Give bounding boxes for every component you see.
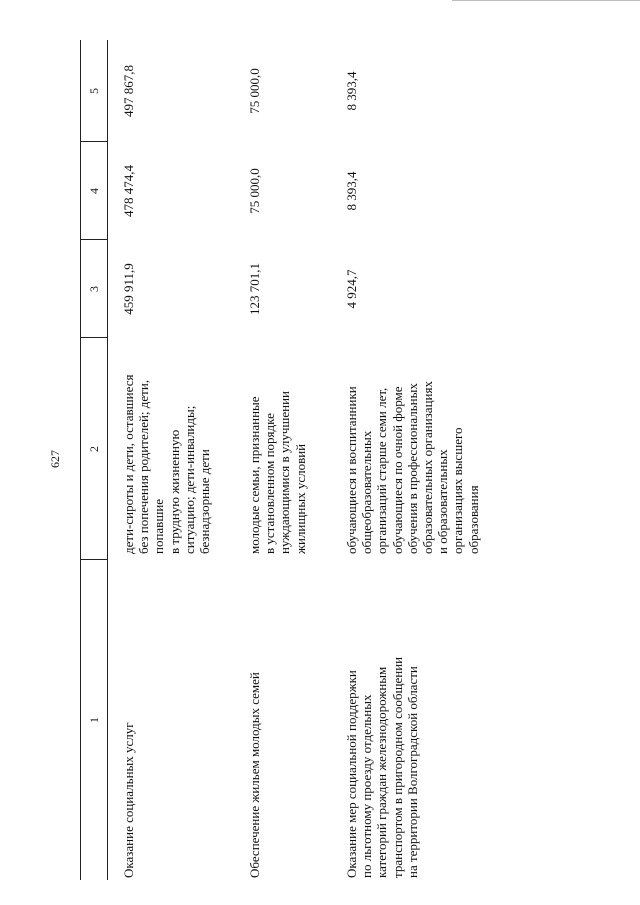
header-bottom-rule (107, 40, 108, 880)
rotated-table (80, 40, 628, 880)
row-2-recipients: молодые семьи, признанные в установленном порядке нуждающимися в улучшении жилищных условий (247, 390, 308, 554)
row-2-service: Обеспечение жильем молодых семей (247, 672, 262, 878)
row-1-col4: 478 474,4 (121, 165, 136, 217)
row-3-service: Оказание мер социальной поддержки по льготному проезду отдельных категорий граждан железнодорожным транспортом в пригородном сообщении на территории Волгоградской области (344, 656, 420, 878)
row-2-col4: 75 000,0 (247, 168, 262, 214)
row-2-col5: 75 000,0 (247, 68, 262, 114)
row-1-service: Оказание социальных услуг (121, 722, 136, 878)
row-2-col3: 123 701,1 (247, 263, 262, 315)
column-header-2: 2 (87, 446, 101, 452)
column-header-1: 1 (87, 717, 101, 723)
row-3-col4: 8 393,4 (344, 171, 359, 211)
column-header-5: 5 (87, 88, 101, 94)
top-edge-line (452, 0, 640, 1)
table-top-rule (80, 40, 81, 880)
page-number: 627 (48, 450, 62, 468)
column-header-3: 3 (87, 286, 101, 292)
column-header-4: 4 (87, 188, 101, 194)
row-3-col5: 8 393,4 (344, 71, 359, 111)
row-1-col5: 497 867,8 (121, 65, 136, 117)
row-3-recipients: обучающиеся и воспитанники общеобразовательных организаций старше семи лет, обучающиеся по очной форме обучения в профессиональных образовательных организациях и образовательных организациях высшего образования (344, 381, 481, 554)
row-1-recipients: дети-сироты и дети, оставшиеся без попечения родителей; дети, попавшие в трудную жизненную ситуацию; дети-инвалиды; безнадзорные дети (121, 374, 213, 554)
row-1-col3: 459 911,9 (121, 263, 136, 315)
row-3-col3: 4 924,7 (344, 269, 359, 309)
